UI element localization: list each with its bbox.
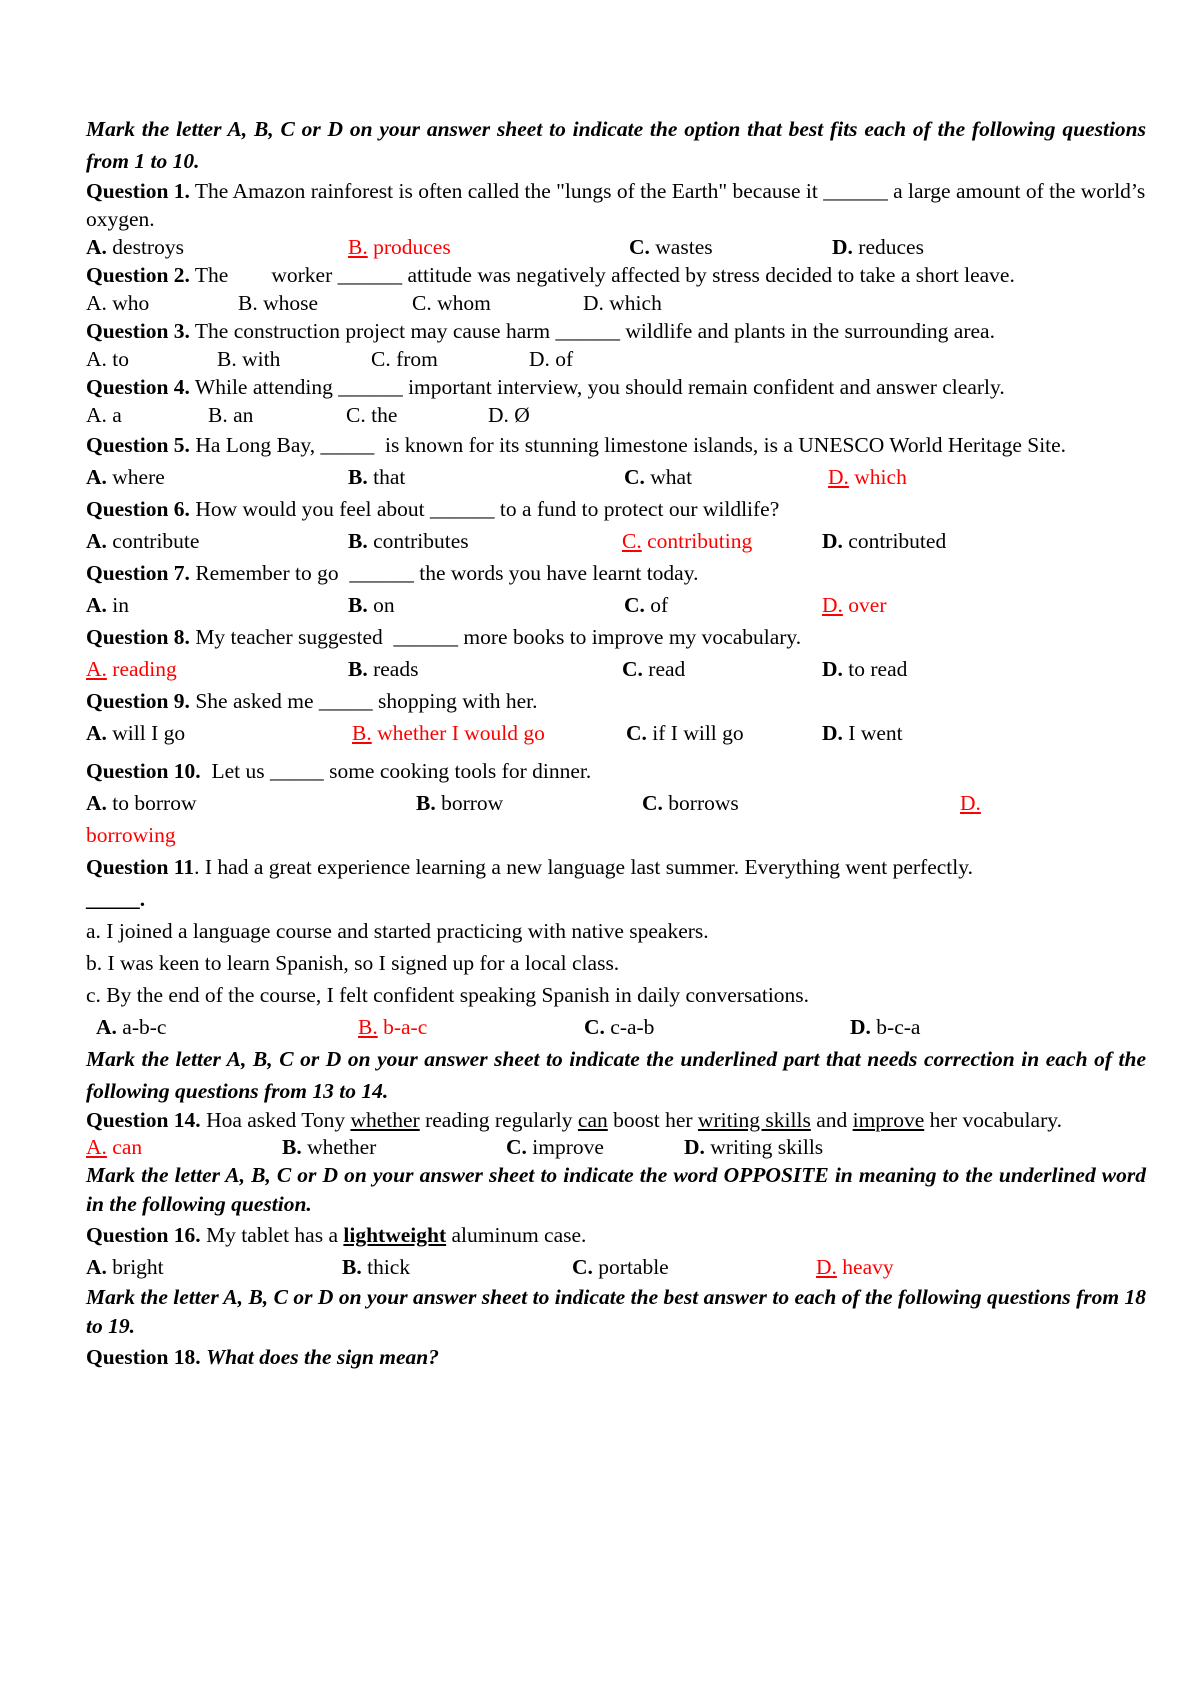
- option-a[interactable]: A. to: [86, 347, 129, 371]
- option-b-answer[interactable]: B. b-a-c: [358, 1015, 428, 1039]
- question-3: Question 3. The construction project may cause harm ______ wildlife and plants in the surrounding area.: [86, 319, 995, 343]
- question-14: Question 14. Hoa asked Tony whether reading regularly can boost her writing skills and improve her vocabulary.: [86, 1108, 1062, 1132]
- option-a[interactable]: A. contribute: [86, 529, 200, 553]
- option-a[interactable]: A. a: [86, 403, 122, 427]
- option-b[interactable]: B. whether: [282, 1135, 377, 1159]
- option-a[interactable]: A. where: [86, 465, 165, 489]
- question-label: Question 1.: [86, 179, 190, 203]
- question-5: Question 5. Ha Long Bay, _____ is known for its stunning limestone islands, is a UNESCO World Heritage Site.: [86, 433, 1067, 457]
- option-c[interactable]: C. whom: [412, 291, 491, 315]
- question-1: [86, 177, 1146, 233]
- sentence-c: c. By the end of the course, I felt confident speaking Spanish in daily conversations.: [86, 983, 810, 1007]
- option-a[interactable]: A. will I go: [86, 721, 186, 745]
- option-c[interactable]: C. improve: [506, 1135, 604, 1159]
- sentence-a: a. I joined a language course and started practicing with native speakers.: [86, 919, 709, 943]
- underlined-part: can: [577, 1108, 608, 1132]
- option-a[interactable]: A. destroys: [86, 235, 184, 259]
- option-a[interactable]: A. in: [86, 593, 130, 617]
- option-b[interactable]: B. whose: [238, 291, 319, 315]
- options-2: [86, 289, 1146, 317]
- options-8: [86, 653, 1146, 685]
- option-c-answer[interactable]: C. contributing: [622, 529, 753, 553]
- options-14: [86, 1134, 1146, 1161]
- options-16: [86, 1251, 1146, 1283]
- options-10: [86, 787, 1146, 819]
- option-a[interactable]: A. bright: [86, 1255, 164, 1279]
- instruction-4: Mark the letter A, B, C or D on your answer sheet to indicate the best answer to each of the following questions from 18 to 19.: [86, 1285, 1146, 1338]
- question-11-blank: _____.: [86, 887, 146, 911]
- option-d-answer[interactable]: D. which: [828, 465, 907, 489]
- option-b[interactable]: B. that: [348, 465, 406, 489]
- underlined-word: lightweight: [343, 1223, 447, 1247]
- sentence-b: b. I was keen to learn Spanish, so I signed up for a local class.: [86, 951, 620, 975]
- instruction-3: Mark the letter A, B, C or D on your answer sheet to indicate the word OPPOSITE in meaning to the underlined word in the following question.: [86, 1163, 1146, 1216]
- option-d[interactable]: D. which: [583, 291, 662, 315]
- option-c[interactable]: C. c-a-b: [584, 1015, 655, 1039]
- options-4: [86, 401, 1146, 429]
- option-b[interactable]: B. on: [348, 593, 395, 617]
- option-c[interactable]: C. the: [346, 403, 398, 427]
- option-d-answer[interactable]: D. over: [822, 593, 887, 617]
- option-b[interactable]: B. contributes: [348, 529, 469, 553]
- option-d[interactable]: D. contributed: [822, 529, 947, 553]
- question-6: Question 6. How would you feel about ______ to a fund to protect our wildlife?: [86, 497, 780, 521]
- option-c[interactable]: C. borrows: [642, 791, 739, 815]
- option-b[interactable]: B. an: [208, 403, 254, 427]
- option-a[interactable]: A. a-b-c: [96, 1015, 167, 1039]
- option-b[interactable]: B. with: [217, 347, 281, 371]
- option-d-answer[interactable]: D. heavy: [816, 1255, 894, 1279]
- question-10: Question 10. Let us _____ some cooking tools for dinner.: [86, 759, 592, 783]
- option-a-answer[interactable]: A. reading: [86, 657, 177, 681]
- option-d[interactable]: D. reduces: [832, 235, 924, 259]
- options-7: [86, 589, 1146, 621]
- option-b-answer[interactable]: B. produces: [348, 235, 451, 259]
- option-d[interactable]: D. I went: [822, 721, 903, 745]
- instruction-1: Mark the letter A, B, C or D on your answer sheet to indicate the option that best fits each of the following questions from 1 to 10.: [86, 117, 1146, 173]
- question-7: Question 7. Remember to go ______ the words you have learnt today.: [86, 561, 699, 585]
- option-d-answer-letter[interactable]: D.: [960, 791, 981, 815]
- options-5: [86, 461, 1146, 493]
- options-11: [86, 1011, 1146, 1043]
- option-d-answer-text[interactable]: borrowing: [86, 823, 176, 847]
- option-c[interactable]: C. read: [622, 657, 686, 681]
- option-a[interactable]: A. to borrow: [86, 791, 197, 815]
- option-a-answer[interactable]: A. can: [86, 1135, 143, 1159]
- option-c[interactable]: C. portable: [572, 1255, 669, 1279]
- option-d[interactable]: D. Ø: [488, 403, 530, 427]
- option-c[interactable]: C. if I will go: [626, 721, 744, 745]
- option-d[interactable]: D. writing skills: [684, 1135, 824, 1159]
- option-d[interactable]: D. to read: [822, 657, 908, 681]
- options-6: [86, 525, 1146, 557]
- option-c[interactable]: C. what: [624, 465, 693, 489]
- option-b[interactable]: B. borrow: [416, 791, 504, 815]
- option-d[interactable]: D. of: [529, 347, 574, 371]
- question-11: Question 11. I had a great experience learning a new language last summer. Everything went perfectly.: [86, 855, 973, 879]
- question-2: Question 2. The worker ______ attitude was negatively affected by stress decided to take a short leave.: [86, 263, 1015, 287]
- option-b[interactable]: B. thick: [342, 1255, 411, 1279]
- options-3: [86, 345, 1146, 373]
- underlined-part: whether: [350, 1108, 420, 1132]
- option-a[interactable]: A. who: [86, 291, 150, 315]
- question-9: Question 9. She asked me _____ shopping with her.: [86, 689, 538, 713]
- question-4: Question 4. While attending ______ important interview, you should remain confident and answer clearly.: [86, 375, 1005, 399]
- option-c[interactable]: C. from: [371, 347, 438, 371]
- option-b-answer[interactable]: B. whether I would go: [352, 721, 545, 745]
- options-9: [86, 717, 1146, 749]
- question-8: Question 8. My teacher suggested ______ more books to improve my vocabulary.: [86, 625, 802, 649]
- underlined-part: improve: [852, 1108, 925, 1132]
- instruction-2: Mark the letter A, B, C or D on your answer sheet to indicate the underlined part that needs correction in each of the following questions from 13 to 14.: [86, 1047, 1146, 1103]
- worksheet: [86, 113, 1146, 1373]
- option-b[interactable]: B. reads: [348, 657, 419, 681]
- underlined-part: writing skills: [697, 1108, 811, 1132]
- question-18: Question 18. What does the sign mean?: [86, 1345, 440, 1369]
- question-text: The Amazon rainforest is often called the "lungs of the Earth" because it ______ a large amount of the world’s oxygen.: [86, 179, 1146, 231]
- option-c[interactable]: C. wastes: [629, 235, 713, 259]
- question-16: Question 16. My tablet has a lightweight aluminum case.: [86, 1223, 587, 1247]
- option-c[interactable]: C. of: [624, 593, 669, 617]
- options-1: [86, 233, 1146, 261]
- option-d[interactable]: D. b-c-a: [850, 1015, 921, 1039]
